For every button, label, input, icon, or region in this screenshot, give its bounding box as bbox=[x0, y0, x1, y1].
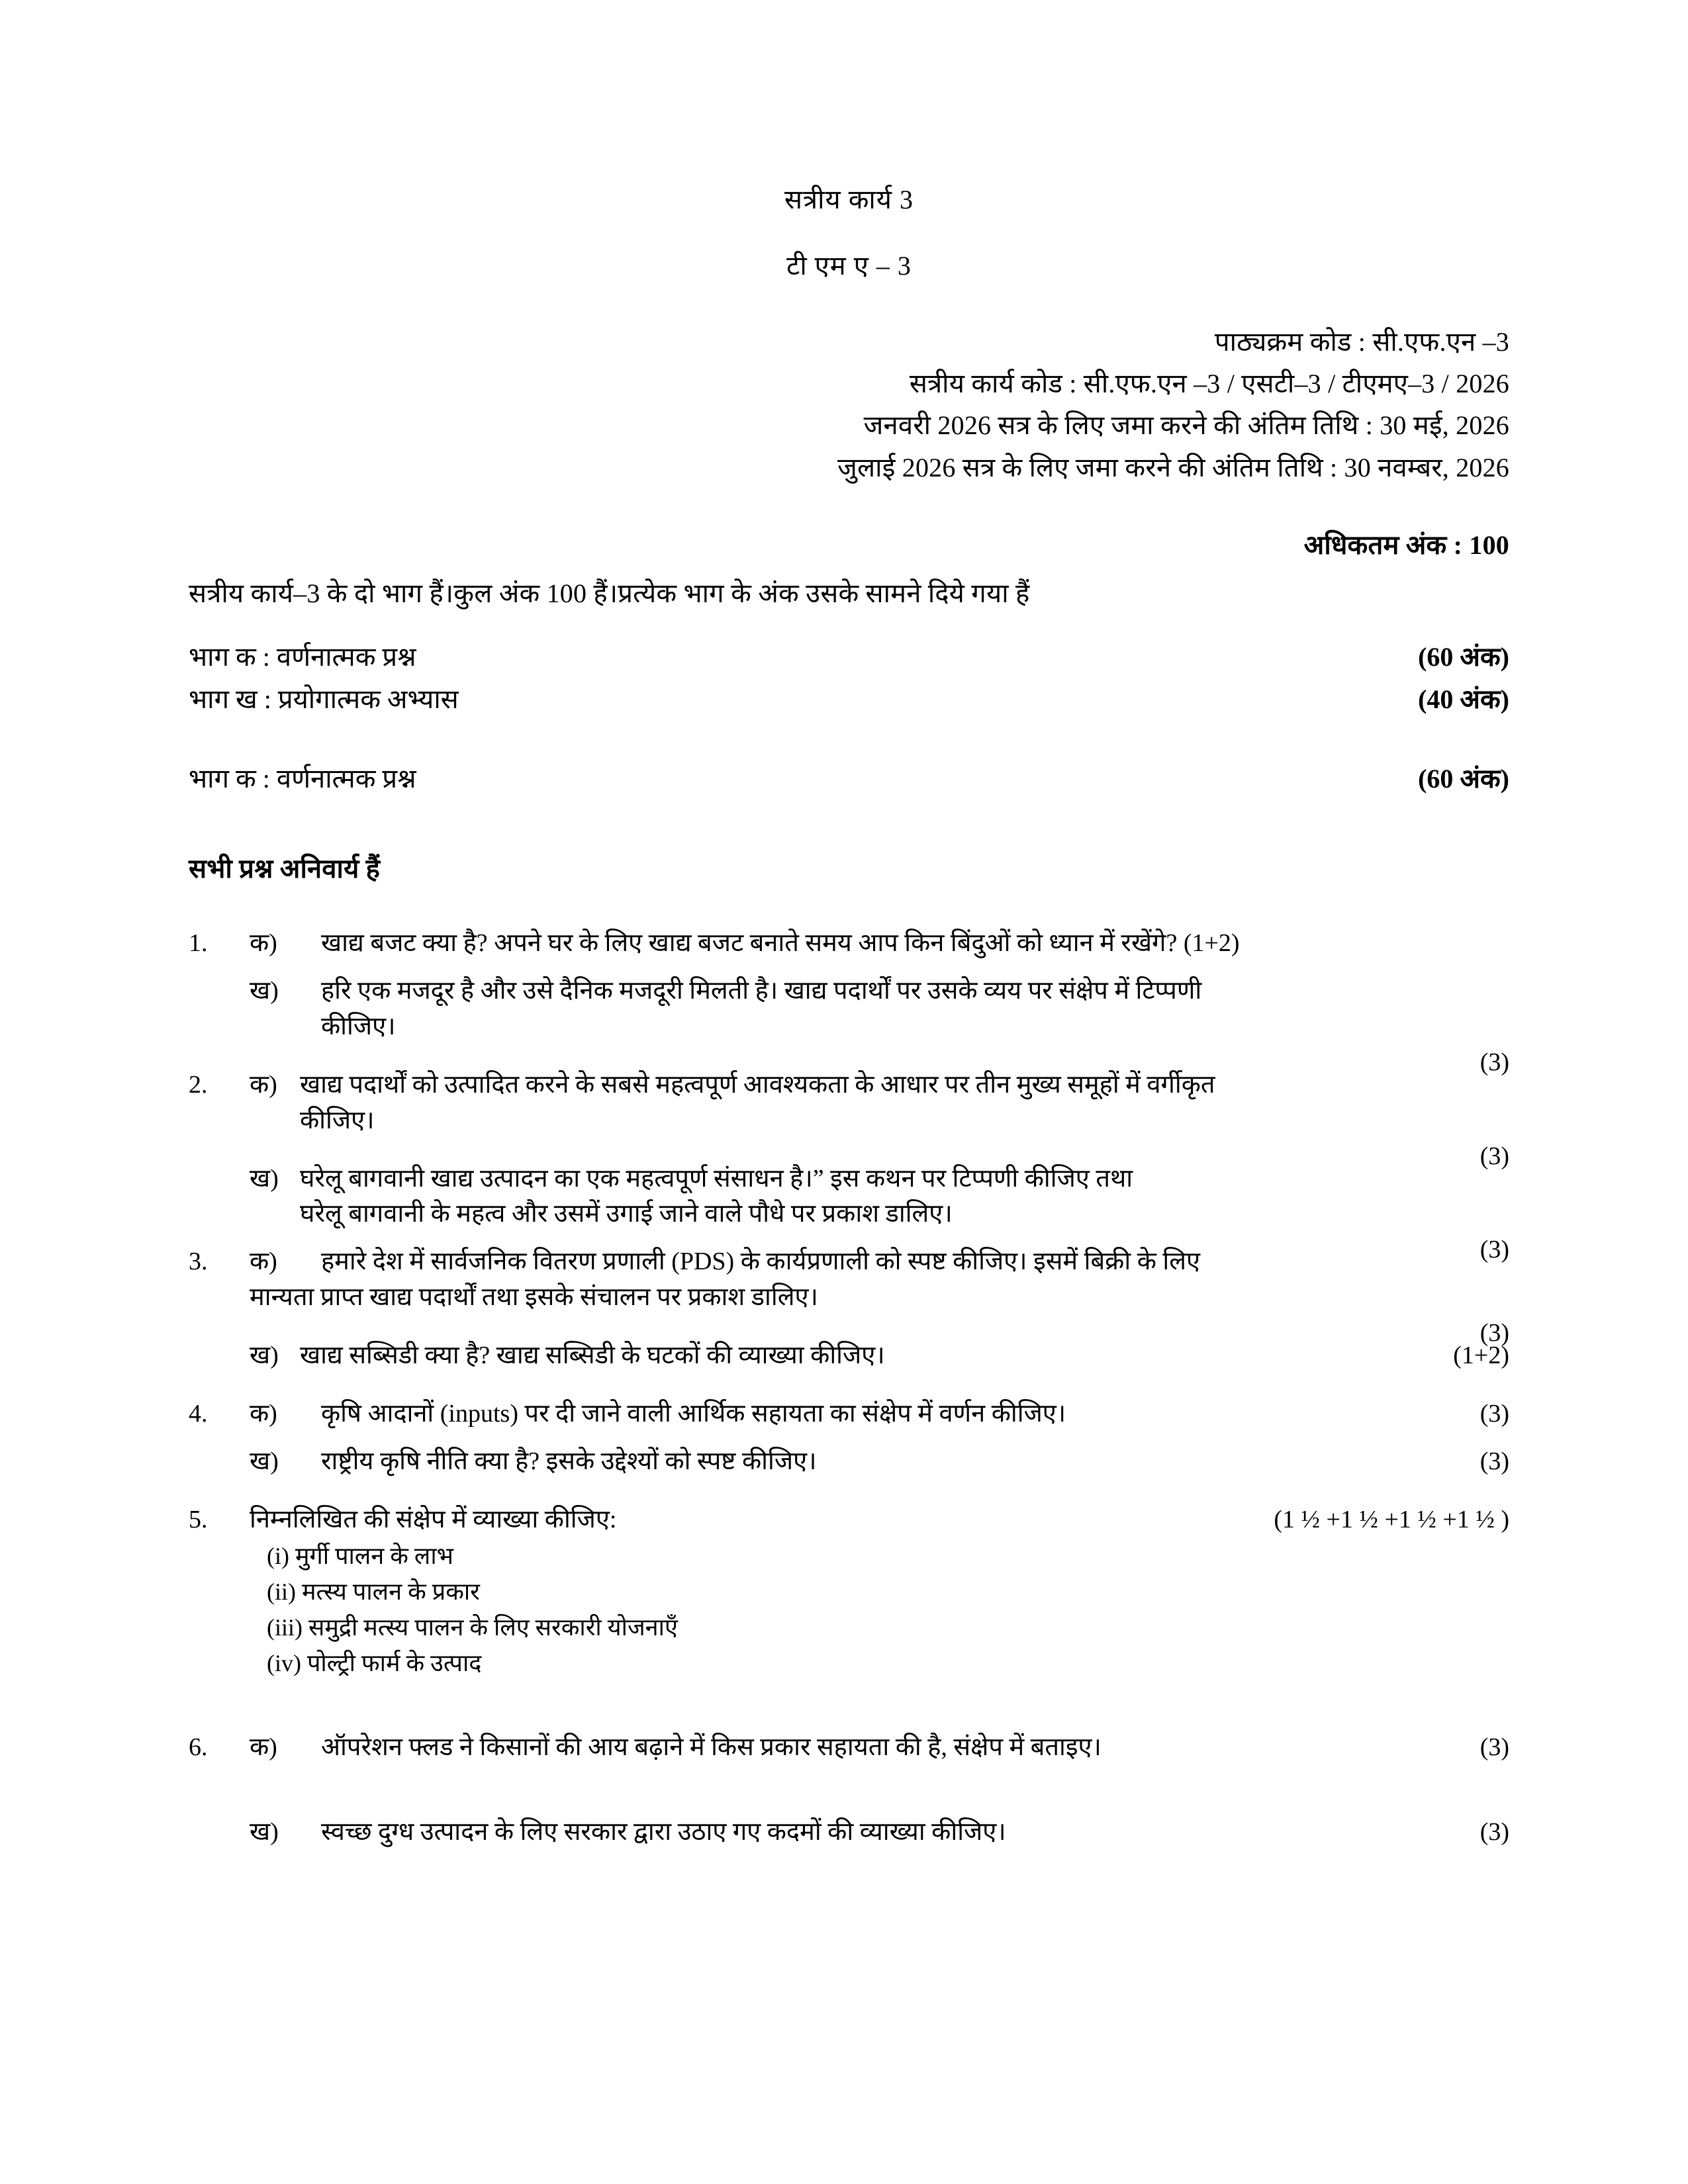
question-marks: (3) bbox=[1479, 1733, 1509, 1762]
course-code-line: पाठ्यक्रम कोड : सी.एफ.एन –3 bbox=[1214, 327, 1509, 357]
question-line: खाद्य बजट क्या है? अपने घर के लिए खाद्य बजट बनाते समय आप किन बिंदुओं को ध्यान में रखेंगे? bbox=[321, 929, 1178, 957]
question-line: स्वच्छ दुग्ध उत्पादन के लिए सरकार द्वारा उठाए गए कदमों की व्याख्या कीजिए। bbox=[321, 1818, 1006, 1846]
header-spacer-1 bbox=[189, 284, 1509, 321]
question-line: राष्ट्रीय कृषि नीति क्या है? इसके उद्देश्यों को स्पष्ट कीजिए। bbox=[321, 1447, 817, 1476]
part-a-heading-row bbox=[189, 758, 1509, 800]
question-part-label: क) bbox=[250, 1400, 277, 1428]
question-line: हमारे देश में सार्वजनिक वितरण प्रणाली (PDS) के कार्यप्रणाली को स्पष्ट कीजिए। इसमें बिक्री के लिए bbox=[321, 1248, 1201, 1276]
question-line-cont: कीजिए। bbox=[321, 1012, 396, 1040]
title-spacer bbox=[189, 218, 1509, 248]
question-row-continuation bbox=[189, 1280, 1509, 1347]
q-gap bbox=[189, 1232, 1509, 1244]
last-date-july-line: जुलाई 2026 सत्र के लिए जमा करने की अंतिम तिथि : 30 नवम्बर, 2026 bbox=[837, 452, 1509, 482]
question-row bbox=[189, 1815, 1509, 1850]
question-marks: (3) bbox=[1479, 1048, 1509, 1076]
question-marks: (1+2) bbox=[1183, 929, 1240, 957]
question-text bbox=[321, 926, 1509, 962]
question-row bbox=[189, 1396, 1509, 1432]
question-row bbox=[189, 1068, 1509, 1170]
question-number: 5. bbox=[189, 1506, 208, 1534]
question-marks: (3) bbox=[1479, 1236, 1509, 1264]
question-line: खाद्य सब्सिडी क्या है? खाद्य सब्सिडी के घटकों की व्याख्या कीजिए। bbox=[300, 1342, 885, 1370]
question-text bbox=[321, 1444, 1509, 1480]
question-number: 3. bbox=[189, 1248, 208, 1276]
question-number: 2. bbox=[189, 1070, 208, 1099]
heading-spacer bbox=[189, 800, 1509, 849]
question-part-label: ख) bbox=[250, 1818, 279, 1846]
header-spacer-3 bbox=[189, 562, 1509, 574]
question-row bbox=[189, 1338, 1509, 1374]
assignment-title-line1: सत्रीय कार्य 3 bbox=[784, 185, 914, 214]
question-part-label: ख) bbox=[250, 1342, 279, 1370]
part-b-label: भाग ख : प्रयोगात्मक अभ्यास bbox=[189, 684, 459, 714]
question-text bbox=[321, 1815, 1509, 1850]
question-part-label: क) bbox=[250, 1733, 277, 1762]
instruction-spacer bbox=[189, 614, 1509, 636]
assignment-title-line2: टी एम ए – 3 bbox=[786, 251, 912, 281]
question-part-label: ख) bbox=[250, 976, 279, 1005]
question-line-cont: मान्यता प्राप्त खाद्य पदार्थों तथा इसके संचालन पर प्रकाश डालिए। bbox=[250, 1283, 818, 1312]
list-item: (ii) मत्स्य पालन के प्रकार bbox=[267, 1578, 480, 1606]
list-item: (i) मुर्गी पालन के लाभ bbox=[267, 1543, 453, 1570]
part-a-label: भाग क : वर्णनात्मक प्रश्न bbox=[189, 641, 416, 672]
question-row bbox=[189, 926, 1509, 962]
q-gap bbox=[189, 962, 1509, 974]
maximum-marks: अधिकतम अंक : 100 bbox=[1303, 529, 1509, 560]
question-number: 1. bbox=[189, 929, 208, 957]
question-marks: (1 ½ +1 ½ +1 ½ +1 ½ ) bbox=[1274, 1506, 1509, 1534]
list-item: (iii) समुद्री मत्स्य पालन के लिए सरकारी योजनाएँ bbox=[267, 1614, 678, 1641]
document-body bbox=[189, 182, 1509, 1850]
question-marks: (3) bbox=[1479, 1400, 1509, 1428]
question-part-label: ख) bbox=[250, 1164, 279, 1193]
question-number: 4. bbox=[189, 1400, 208, 1428]
question-row bbox=[189, 1444, 1509, 1480]
q-gap bbox=[189, 1139, 1509, 1161]
q-gap bbox=[189, 1681, 1509, 1730]
question-text bbox=[321, 974, 1509, 1076]
last-date-january-line: जनवरी 2026 सत्र के लिए जमा करने की अंतिम तिथि : 30 मई, 2026 bbox=[863, 410, 1509, 441]
part-row-b bbox=[189, 678, 1509, 721]
q-gap bbox=[189, 1316, 1509, 1338]
question-text bbox=[250, 1502, 1509, 1538]
question-sub-item-list bbox=[267, 1538, 1509, 1681]
q-gap bbox=[189, 1766, 1509, 1815]
question-line: कृषि आदानों (inputs) पर दी जाने वाली आर्थिक सहायता का संक्षेप में वर्णन कीजिए। bbox=[321, 1400, 1066, 1428]
question-part-label: ख) bbox=[250, 1447, 279, 1476]
part-a-heading-label: भाग क : वर्णनात्मक प्रश्न bbox=[189, 763, 416, 794]
question-row bbox=[189, 974, 1509, 1076]
q-gap bbox=[189, 1045, 1509, 1068]
question-marks: (3) bbox=[1479, 1319, 1509, 1347]
question-line: घरेलू बागवानी खाद्य उत्पादन का एक महत्वपूर्ण संसाधन है।” इस कथन पर टिप्पणी कीजिए तथा bbox=[300, 1164, 1133, 1193]
q-gap bbox=[189, 1432, 1509, 1444]
question-row bbox=[189, 1730, 1509, 1766]
part-a-heading-marks: (60 अंक) bbox=[1418, 763, 1509, 794]
question-marks: (3) bbox=[1479, 1818, 1509, 1846]
question-stem: निम्नलिखित की संक्षेप में व्याख्या कीजिए: bbox=[250, 1506, 617, 1534]
list-item: (iv) पोल्ट्री फार्म के उत्पाद bbox=[267, 1650, 482, 1677]
question-number: 6. bbox=[189, 1733, 208, 1762]
q-gap bbox=[189, 1374, 1509, 1396]
part-row-a bbox=[189, 636, 1509, 678]
part-b-marks: (40 अंक) bbox=[1418, 684, 1509, 714]
question-text bbox=[300, 1068, 1509, 1170]
question-line-cont: कीजिए। bbox=[300, 1106, 375, 1134]
question-text bbox=[321, 1730, 1509, 1766]
question-part-label: क) bbox=[250, 1248, 277, 1276]
question-marks: (3) bbox=[1479, 1447, 1509, 1476]
compulsory-spacer bbox=[189, 889, 1509, 926]
question-line: हरि एक मजदूर है और उसे दैनिक मजदूरी मिलती है। खाद्य पदार्थों पर उसके व्यय पर संक्षेप में टिप्पणी bbox=[321, 976, 1202, 1005]
question-line: ऑपरेशन फ्लड ने किसानों की आय बढ़ाने में किस प्रकार सहायता की है, संक्षेप में बताइए। bbox=[321, 1733, 1102, 1762]
all-questions-compulsory: सभी प्रश्न अनिवार्य हैं bbox=[189, 853, 381, 884]
question-marks: (3) bbox=[1479, 1142, 1509, 1170]
question-text-continuation bbox=[250, 1280, 1509, 1347]
question-marks: (1+2) bbox=[1453, 1342, 1509, 1370]
question-line-cont: घरेलू बागवानी के महत्व और उसमें उगाई जाने वाले पौधे पर प्रकाश डालिए। bbox=[300, 1200, 953, 1228]
question-text bbox=[321, 1244, 1509, 1280]
general-instruction: सत्रीय कार्य–3 के दो भाग हैं।कुल अंक 100 हैं।प्रत्येक भाग के अंक उसके सामने दिये गया हैं bbox=[189, 578, 1030, 608]
part-spacer bbox=[189, 721, 1509, 758]
question-part-label: क) bbox=[250, 1070, 277, 1099]
question-line: खाद्य पदार्थों को उत्पादित करने के सबसे महत्वपूर्ण आवश्यकता के आधार पर तीन मुख्य समूहों में वर्गीकृत bbox=[300, 1070, 1215, 1099]
question-row bbox=[189, 1502, 1509, 1538]
question-text bbox=[300, 1338, 1509, 1374]
question-row bbox=[189, 1244, 1509, 1280]
question-part-label: क) bbox=[250, 929, 277, 957]
header-spacer-2 bbox=[189, 488, 1509, 525]
q-gap bbox=[189, 1480, 1509, 1502]
assignment-code-line: सत्रीय कार्य कोड : सी.एफ.एन –3 / एसटी–3 / टीएमए–3 / 2026 bbox=[909, 369, 1509, 399]
part-a-marks: (60 अंक) bbox=[1418, 641, 1509, 672]
question-text bbox=[321, 1396, 1509, 1432]
